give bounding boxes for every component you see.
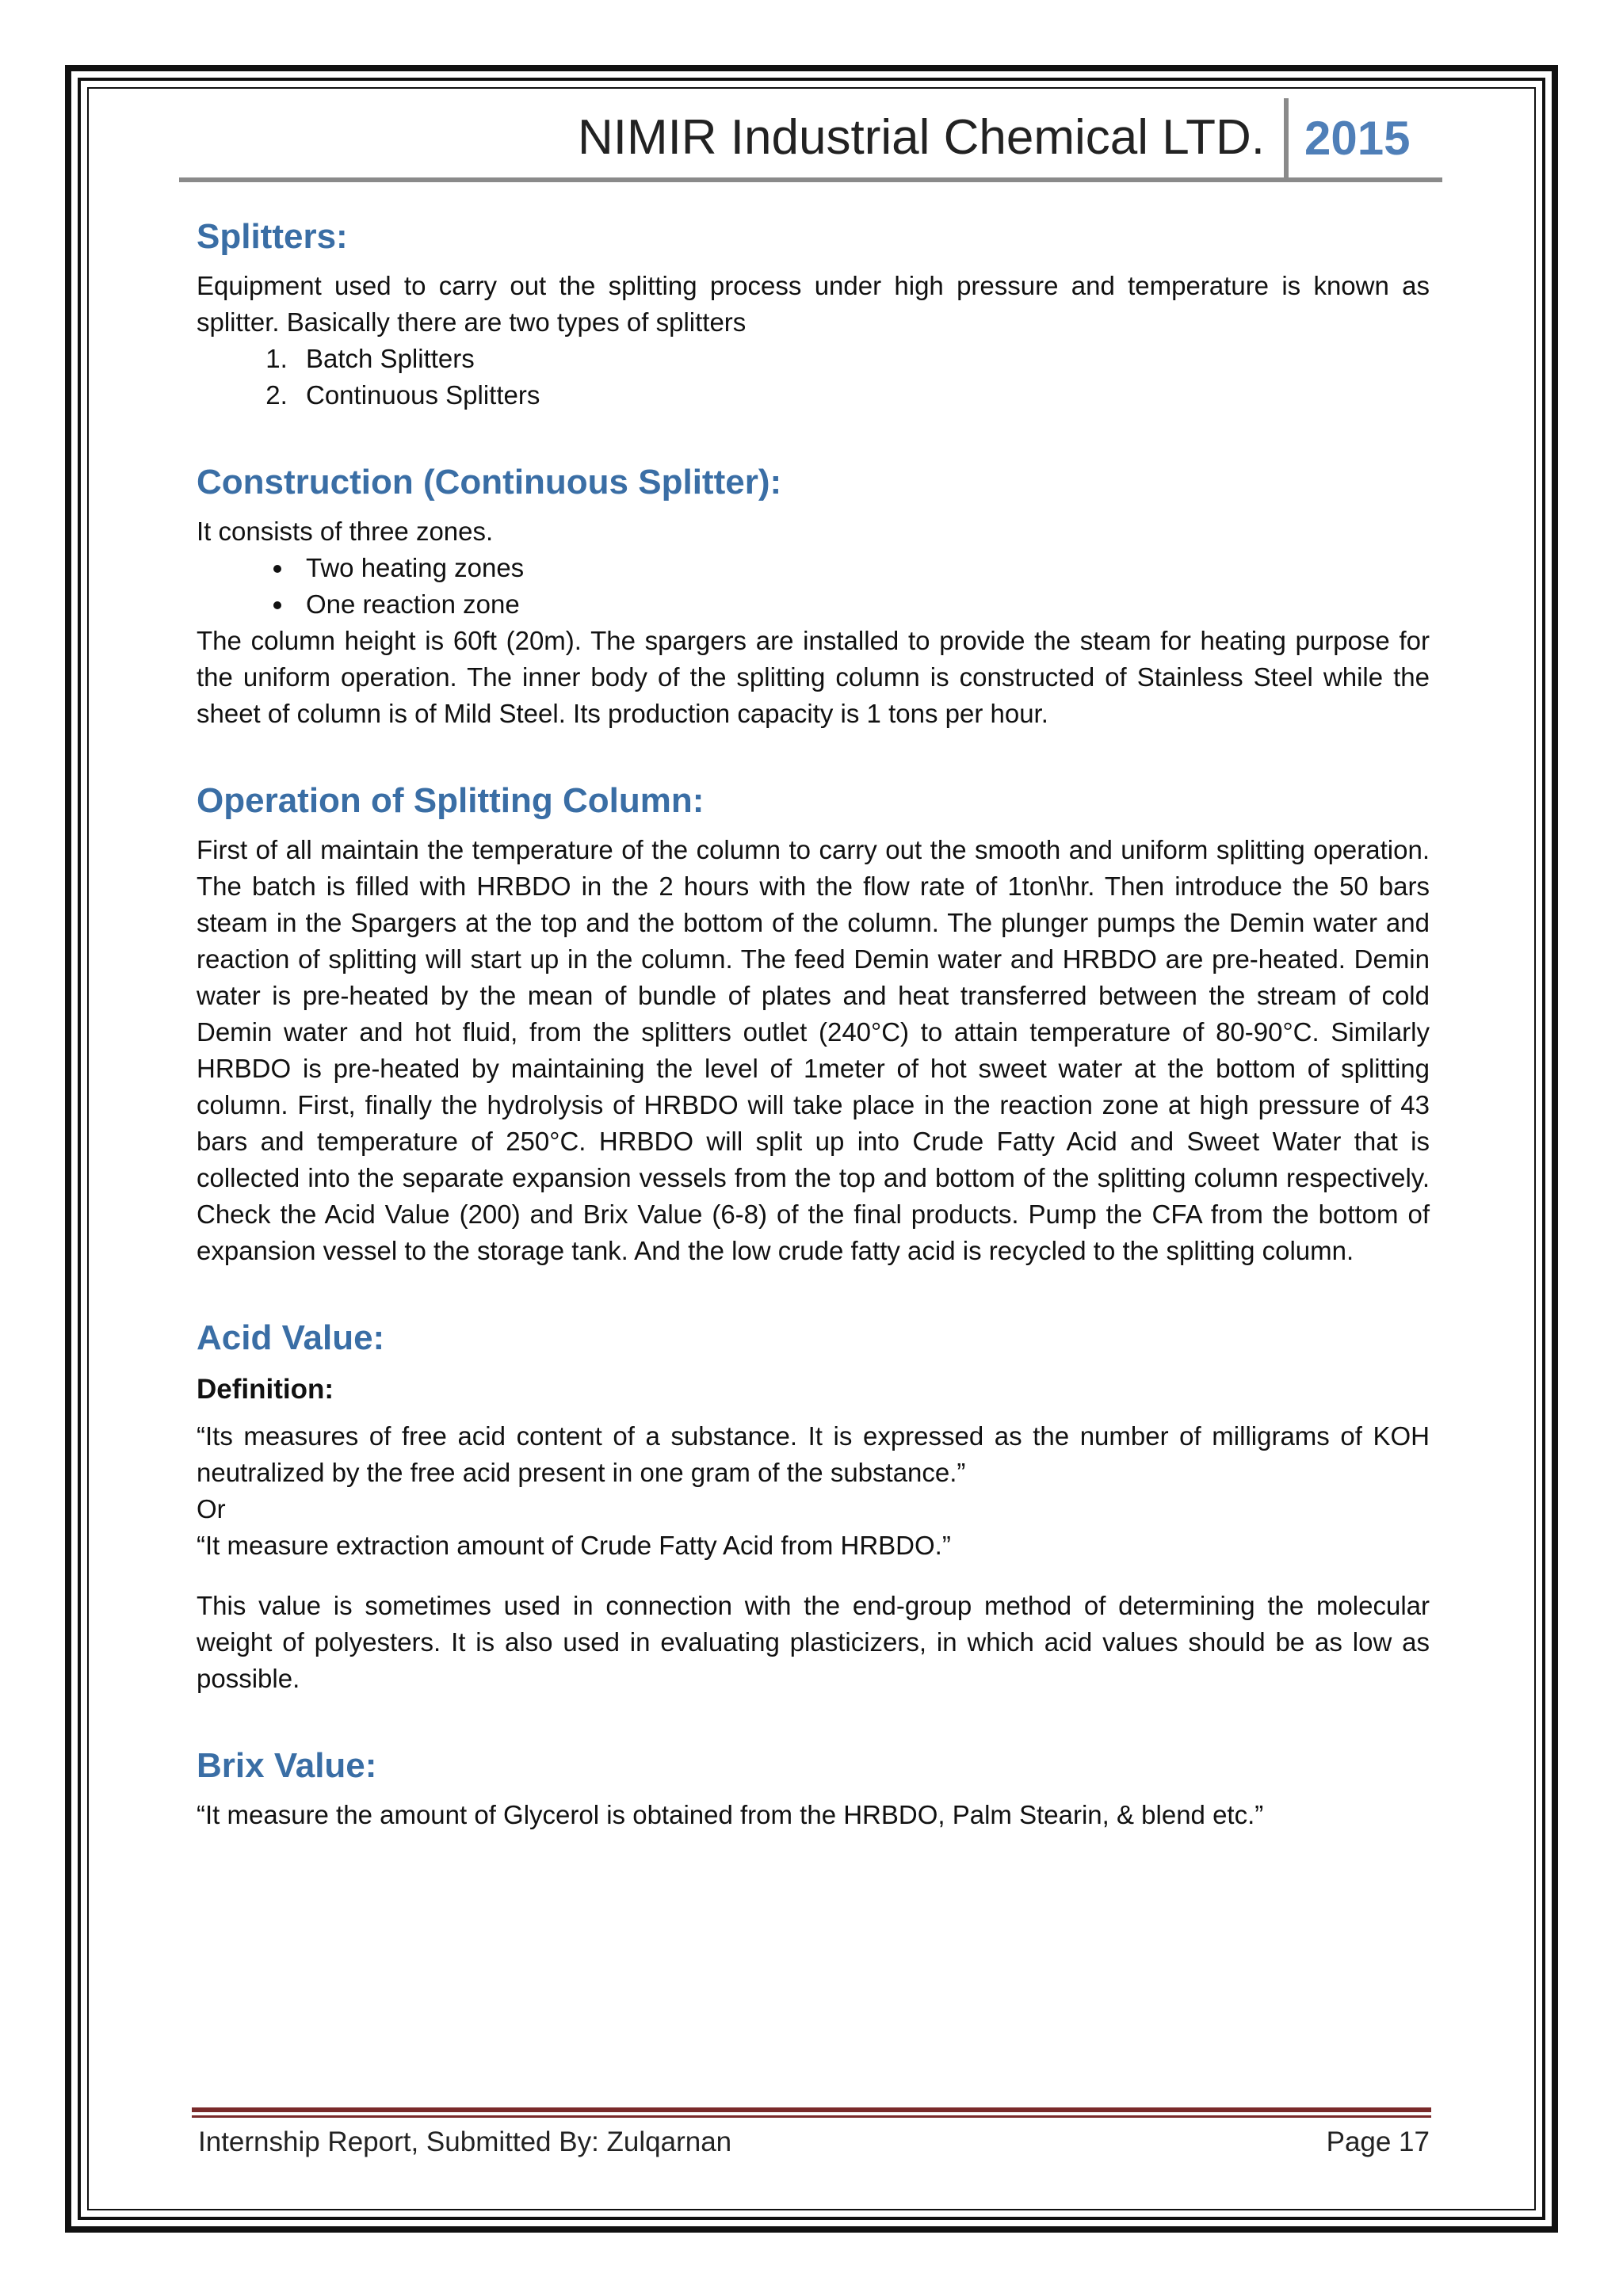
- list-item: • Two heating zones: [295, 550, 1430, 586]
- section-acid-value: [197, 1314, 1430, 1697]
- section-heading: Splitters:: [197, 217, 348, 256]
- paragraph: It consists of three zones.: [197, 517, 494, 546]
- section-construction: [197, 458, 1430, 732]
- paragraph: This value is sometimes used in connection with the end-group method of determining the molecular weight of polyesters. It is also used in evaluating plasticizers, in which acid values should be as low as possible.: [197, 1591, 1430, 1693]
- header-divider: [1284, 98, 1289, 177]
- header-year: 2015: [1304, 112, 1411, 165]
- numbered-list: [197, 341, 1430, 414]
- footer-report-credit: Internship Report, Submitted By: Zulqarnan: [198, 2126, 732, 2157]
- page-content: [197, 212, 1430, 1833]
- definition-label: Definition:: [197, 1374, 334, 1405]
- list-item: • One reaction zone: [295, 586, 1430, 623]
- section-heading: Operation of Splitting Column:: [197, 781, 705, 820]
- section-brix-value: [197, 1741, 1430, 1833]
- list-item: 2. Continuous Splitters: [295, 377, 1430, 414]
- quote: “It measure extraction amount of Crude Fatty Acid from HRBDO.”: [197, 1531, 951, 1560]
- quote: “It measure the amount of Glycerol is obtained from the HRBDO, Palm Stearin, & blend etc.”: [197, 1800, 1264, 1829]
- header-company-name: NIMIR Industrial Chemical LTD.: [577, 110, 1265, 165]
- section-operation: [197, 776, 1430, 1269]
- section-heading: Brix Value:: [197, 1746, 377, 1785]
- paragraph: First of all maintain the temperature of the column to carry out the smooth and uniform splitting operation. The batch is filled with HRBDO in the 2 hours with the flow rate of 1ton\hr. Then introduce the 50 bars steam in the Spargers at the top and the bottom of the column. The plunger pumps the Demin water and reaction of splitting will start up in the column. The feed Demin water and HRBDO are pre-heated. Demin water is pre-heated by the mean of bundle of plates and heat transferred between the stream of cold Demin water and hot fluid, from the splitters outlet (240°C) to attain temperature of 80-90°C. Similarly HRBDO is pre-heated by maintaining the level of 1meter of hot sweet water at the bottom of splitting column. First, finally the hydrolysis of HRBDO will take place in the reaction zone at high pressure of 43 bars and temperature of 250°C. HRBDO will split up into Crude Fatty Acid and Sweet Water that is collected into the separate expansion vessels from the top and bottom of the splitting column respectively. Check the Acid Value (200) and Brix Value (6-8) of the final products. Pump the CFA from the bottom of expansion vessel to the storage tank. And the low crude fatty acid is recycled to the splitting column.: [197, 835, 1430, 1265]
- page-header: [179, 95, 1442, 181]
- footer-page-number: Page 17: [1326, 2126, 1430, 2157]
- paragraph: Equipment used to carry out the splitting process under high pressure and temperature is known as splitter. Basically there are two types of splitters: [197, 271, 1430, 337]
- bullet-list: [197, 550, 1430, 623]
- section-splitters: [197, 212, 1430, 414]
- list-item: 1. Batch Splitters: [295, 341, 1430, 377]
- section-heading: Acid Value:: [197, 1318, 385, 1357]
- paragraph: The column height is 60ft (20m). The spargers are installed to provide the steam for heating purpose for the uniform operation. The inner body of the splitting column is constructed of Stainless Steel while the sheet of column is of Mild Steel. Its production capacity is 1 tons per hour.: [197, 626, 1430, 728]
- section-heading: Construction (Continuous Splitter):: [197, 463, 782, 502]
- quote: “Its measures of free acid content of a substance. It is expressed as the number of milligrams of KOH neutralized by the free acid present in one gram of the substance.”: [197, 1421, 1430, 1487]
- or-text: Or: [197, 1494, 226, 1524]
- footer-rule-thin: [192, 2115, 1431, 2118]
- header-rule: [179, 177, 1442, 182]
- footer-rule: [192, 2107, 1431, 2112]
